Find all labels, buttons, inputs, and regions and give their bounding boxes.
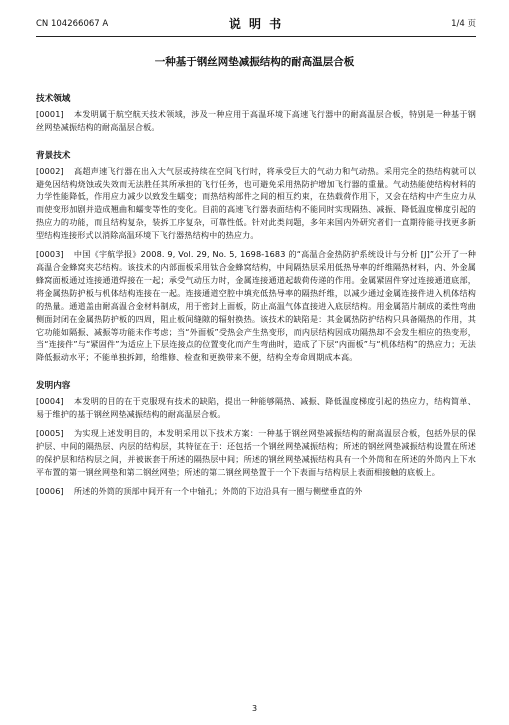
paragraph-text: 本发明属于航空航天技术领域，涉及一种应用于高温环境下高速飞行器中的耐高温层合板，特别是一种基于钢丝网垫减振结构的耐高温层合板。	[36, 108, 476, 132]
document-type: 说 明 书	[228, 17, 284, 31]
page-header	[36, 16, 476, 32]
paragraph	[36, 395, 476, 421]
paragraph-text: 本发明的目的在于克服现有技术的缺陷，提出一种能够隔热、减振、降低温度梯度引起的热应力，结构简单、易于维护的基于钢丝网垫减振结构的耐高温层合板。	[36, 396, 476, 420]
paragraph-number: [0005]	[36, 427, 64, 438]
document-title: 一种基于钢丝网垫减振结构的耐高温层合板	[154, 56, 355, 68]
section-heading: 技术领域	[36, 94, 71, 104]
paragraph-number: [0003]	[36, 249, 64, 260]
document-body	[36, 93, 476, 503]
paragraph-number: [0006]	[36, 485, 64, 496]
paragraph	[36, 108, 476, 134]
section-heading: 背景技术	[36, 150, 71, 161]
paragraph-text: 所述的外筒的顶部中间开有一个中轴孔；外筒的下边沿具有一圈与侧壁垂直的外	[73, 485, 363, 496]
paragraph-number: [0001]	[36, 108, 64, 119]
header-divider	[36, 36, 476, 37]
section-heading: 发明内容	[36, 381, 71, 392]
paragraph-text: 中国《宇航学报》2008. 9, Vol. 29, No. 5, 1698-1683 的“高温合金热防护系统设计与分析 [J]”公开了一种高温合金蜂窝夹芯结构。该技术的内部面板采用钛合金蜂窝结构，中间隔热层采用低热导率的纤维隔热材料，内、外金属蜂窝面板通过连接通道焊接在一起；承受气动压力时，金属连接通道起载荷传递的作用。金属紧固件穿过连接通道底部，将金属热防护板与机体结构连接在一起。连接通道空腔中填充低热导率的隔热纤维，以减少通过金属连接件进入机体结构的热量。通道盖由耐高温合金材料制成，用于密封上面板，防止高温气体直接进入底层结构。用金属箔片制成的柔性弯曲侧面封闭在金属热防护板的四周，阻止板间缝隙的辐射换热。该技术的缺陷是：其金属热防护结构只具备隔热的作用，其它功能如隔振、减振等功能未作考虑；当“外面板”受热会产生热变形，而内层结构因成功隔热却不会发生相应的热变形，当“连接件”与“紧固件”为适应上下层连接点的位置变化而产生弯曲时，造成了下层“内面板”与“机体结构”的热应力；无法降低振动水平；不能单独拆卸，给维修、检查和更换带来不便，结构全寿命周期成本高。	[36, 249, 476, 363]
paragraph	[36, 165, 476, 242]
paragraph-number: [0002]	[36, 165, 64, 176]
page-number: 3	[251, 704, 258, 713]
paragraph	[36, 427, 476, 479]
paragraph	[36, 248, 476, 364]
paragraph-number: [0004]	[36, 396, 64, 407]
paragraph	[36, 485, 476, 498]
page-indicator: 1/4 页	[451, 19, 476, 29]
paragraph-text: 高超声速飞行器在出入大气层或持续在空间飞行时，将承受巨大的气动力和气动热。采用完全的热结构就可以避免因结构烧蚀或失效而无法胜任其所承担的飞行任务，也可避免采用热防护增加飞行器的重量。气动热能使结构材料的力学性能降低，作用应力减少以致发生蠕变；而热结构部件之间的相互约束，在热载荷作用下，又会在结构中产生应力从而使变形加剧并造成翘曲和蠕变等性的变化。目前的高速飞行器表面结构不能同时实现隔热、减振、降低温度梯度引起的热应力的功能，而且结构复杂，装拆工序复杂，可靠性低。针对此类问题，多年来国内外研究者们一直期待能寻找更多新型结构连接形式以消除高温环境下飞行器热结构中的热应力。	[36, 165, 476, 241]
patent-number: CN 104266067 A	[36, 19, 109, 29]
paragraph-text: 为实现上述发明目的，本发明采用以下技术方案：一种基于钢丝网垫减振结构的耐高温层合板，包括外层的保护层、中间的隔热层、内层的结构层，其特征在于：还包括一个钢丝网垫减振结构；所述的钢丝网垫减振结构设置在所述的保护层和结构层之间，并被嵌套于所述的隔热层中间；所述的钢丝网垫减振结构具有一个外筒和在所述的外筒内上下水平布置的第一钢丝网垫和第二钢丝网垫；所述的第二钢丝网垫置于一个下表面与结构层上表面相接触的底板上。	[36, 427, 476, 477]
